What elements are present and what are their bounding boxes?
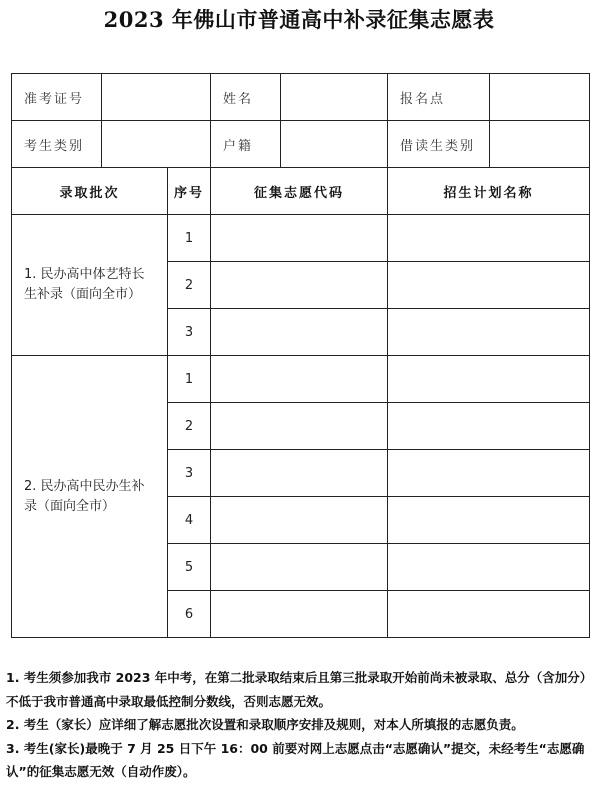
seq-number: 3 bbox=[168, 309, 211, 356]
exam-no-label: 准考证号 bbox=[12, 74, 102, 121]
household-field[interactable] bbox=[281, 121, 388, 168]
code-input[interactable] bbox=[211, 497, 388, 544]
student-type-field[interactable] bbox=[102, 121, 211, 168]
seq-number: 2 bbox=[168, 403, 211, 450]
note-item: 1. 考生须参加我市 2023 年中考，在第二批录取结束后且第三批录取开始前尚未被录取、总分（含加分）不低于我市普通高中录取最低控制分数线，否则志愿无效。 bbox=[6, 670, 593, 709]
plan-input[interactable] bbox=[388, 403, 590, 450]
seq-number: 3 bbox=[168, 450, 211, 497]
household-label: 户籍 bbox=[211, 121, 281, 168]
seq-header: 序号 bbox=[168, 168, 211, 215]
batch-name: 1. 民办高中体艺特长生补录（面向全市） bbox=[12, 215, 168, 356]
code-input[interactable] bbox=[211, 403, 388, 450]
seq-number: 2 bbox=[168, 262, 211, 309]
seq-number: 5 bbox=[168, 544, 211, 591]
code-input[interactable] bbox=[211, 215, 388, 262]
batch-name: 2. 民办高中民办生补录（面向全市） bbox=[12, 356, 168, 638]
name-field[interactable] bbox=[281, 74, 388, 121]
plan-input[interactable] bbox=[388, 262, 590, 309]
seq-number: 1 bbox=[168, 356, 211, 403]
code-header: 征集志愿代码 bbox=[211, 168, 388, 215]
code-input[interactable] bbox=[211, 356, 388, 403]
code-input[interactable] bbox=[211, 591, 388, 638]
plan-input[interactable] bbox=[388, 591, 590, 638]
code-input[interactable] bbox=[211, 262, 388, 309]
batch-header: 录取批次 bbox=[12, 168, 168, 215]
plan-input[interactable] bbox=[388, 215, 590, 262]
seq-number: 4 bbox=[168, 497, 211, 544]
student-type-label: 考生类别 bbox=[12, 121, 102, 168]
name-label: 姓名 bbox=[211, 74, 281, 121]
boarding-type-label: 借读生类别 bbox=[388, 121, 490, 168]
code-input[interactable] bbox=[211, 309, 388, 356]
plan-header: 招生计划名称 bbox=[388, 168, 590, 215]
notes-section bbox=[6, 666, 594, 784]
exam-no-field[interactable] bbox=[102, 74, 211, 121]
plan-input[interactable] bbox=[388, 309, 590, 356]
code-input[interactable] bbox=[211, 544, 388, 591]
plan-input[interactable] bbox=[388, 497, 590, 544]
plan-input[interactable] bbox=[388, 544, 590, 591]
register-point-label: 报名点 bbox=[388, 74, 490, 121]
plan-input[interactable] bbox=[388, 450, 590, 497]
table-row bbox=[12, 215, 590, 262]
form-title: 2023 年佛山市普通高中补录征集志愿表 bbox=[103, 7, 495, 32]
note-item: 3. 考生(家长)最晚于 7 月 25 日下午 16：00 前要对网上志愿点击“志愿确认”提交，未经考生“志愿确认”的征集志愿无效（自动作废）。 bbox=[6, 740, 585, 779]
application-table bbox=[11, 73, 590, 638]
plan-input[interactable] bbox=[388, 356, 590, 403]
table-row bbox=[12, 356, 590, 403]
seq-number: 6 bbox=[168, 591, 211, 638]
register-point-field[interactable] bbox=[490, 74, 590, 121]
seq-number: 1 bbox=[168, 215, 211, 262]
boarding-type-field[interactable] bbox=[490, 121, 590, 168]
code-input[interactable] bbox=[211, 450, 388, 497]
note-item: 2. 考生（家长）应详细了解志愿批次设置和录取顺序安排及规则，对本人所填报的志愿负责。 bbox=[6, 717, 524, 732]
